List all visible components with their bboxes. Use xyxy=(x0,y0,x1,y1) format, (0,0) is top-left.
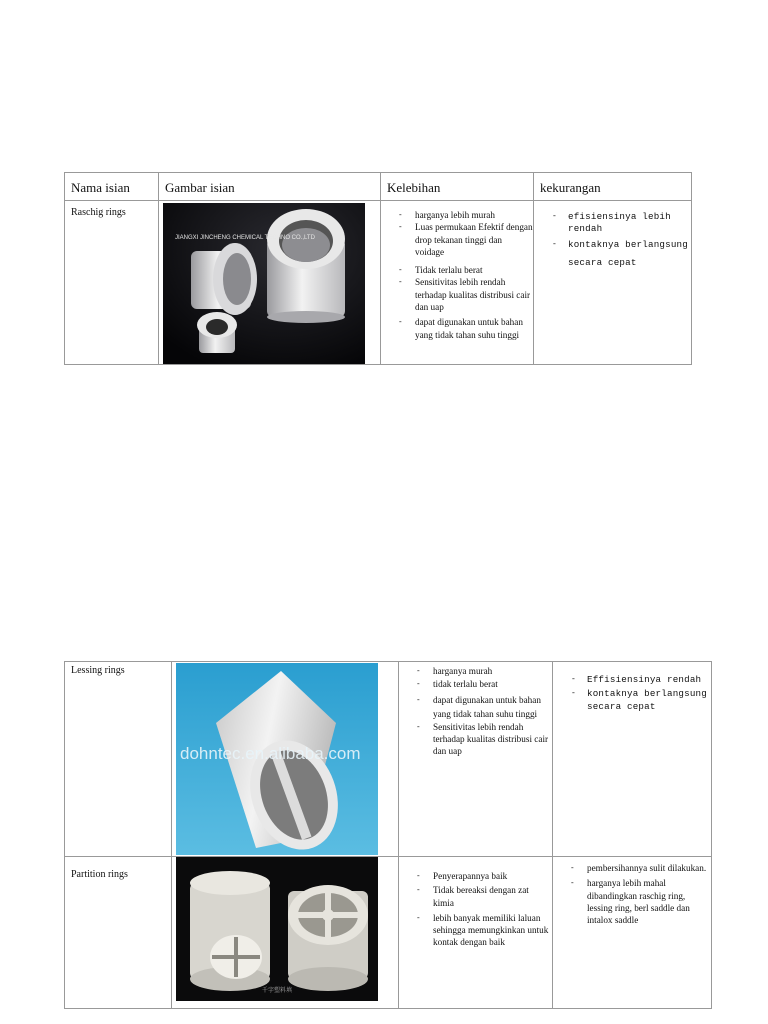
packing-table-1 xyxy=(64,172,692,365)
image-watermark: 千字塑料填 xyxy=(262,987,293,994)
list-item: - harganya murah xyxy=(399,665,552,677)
kelebihan-cell xyxy=(381,201,534,365)
list-item: - kontaknya berlangsung secara cepat xyxy=(553,688,711,713)
row-name-raschig: Raschig rings xyxy=(65,201,159,365)
table-row xyxy=(65,857,712,1009)
kelebihan-list xyxy=(399,870,552,949)
partition-rings-image xyxy=(176,857,378,1001)
list-item: - harganya lebih mahal dibandingkan raschig ring, lessing ring, berl saddle dan intalox saddle xyxy=(553,877,711,926)
list-item: - dapat digunakan untuk bahan yang tidak tahan suhu tinggi xyxy=(381,316,533,341)
row-name-lessing: Lessing rings xyxy=(65,662,172,857)
list-item: - Tidak terlalu berat xyxy=(381,264,533,276)
header-nama-isian: Nama isian xyxy=(65,173,159,201)
kekurangan-list xyxy=(553,862,711,926)
list-item: - Sensitivitas lebih rendah terhadap kualitas distribusi cair dan uap xyxy=(381,276,533,313)
lessing-rings-image xyxy=(176,663,378,855)
raschig-rings-image xyxy=(163,203,365,364)
list-item: - kontaknya berlangsung secara cepat xyxy=(534,236,691,272)
kekurangan-list xyxy=(534,211,691,272)
image-watermark: dohntec.en.alibaba.com xyxy=(180,744,361,763)
table-row xyxy=(65,201,692,365)
table-row xyxy=(65,662,712,857)
list-item: - Tidak bereaksi dengan zat kimia xyxy=(399,884,552,909)
image-watermark: JIANGXI JINCHENG CHEMICAL TECHNO CO.,LTD xyxy=(175,235,315,241)
kekurangan-cell xyxy=(534,201,692,365)
list-item: - Luas permukaan Efektif dengan drop tekanan tinggi dan voidage xyxy=(381,221,533,258)
header-gambar-isian: Gambar isian xyxy=(159,173,381,201)
list-item: - dapat digunakan untuk bahan yang tidak tahan suhu tinggi xyxy=(399,693,552,721)
kekurangan-cell xyxy=(553,857,712,1009)
kelebihan-cell xyxy=(399,662,553,857)
list-item: - pembersihannya sulit dilakukan. xyxy=(553,862,711,874)
list-item: - efisiensinya lebih rendah xyxy=(534,211,691,236)
header-kelebihan: Kelebihan xyxy=(381,173,534,201)
image-cell xyxy=(159,201,381,365)
row-name-partition: Partition rings xyxy=(65,857,172,1009)
table-header-row xyxy=(65,173,692,201)
list-item: - harganya lebih murah xyxy=(381,209,533,221)
image-cell xyxy=(172,857,399,1009)
list-item: - Penyerapannya baik xyxy=(399,870,552,882)
kelebihan-list xyxy=(381,209,533,341)
list-item: - Effisiensinya rendah xyxy=(553,674,711,686)
list-item: - Sensitivitas lebih rendah terhadap kualitas distribusi cair dan uap xyxy=(399,721,552,758)
image-cell xyxy=(172,662,399,857)
list-item: - tidak terlalu berat xyxy=(399,678,552,690)
kelebihan-cell xyxy=(399,857,553,1009)
kelebihan-list xyxy=(399,665,552,757)
kekurangan-list xyxy=(553,674,711,713)
list-item: - lebih banyak memiliki laluan sehingga memungkinkan untuk kontak dengan baik xyxy=(399,912,552,949)
kekurangan-cell xyxy=(553,662,712,857)
header-kekurangan: kekurangan xyxy=(534,173,692,201)
packing-table-2 xyxy=(64,661,712,1009)
